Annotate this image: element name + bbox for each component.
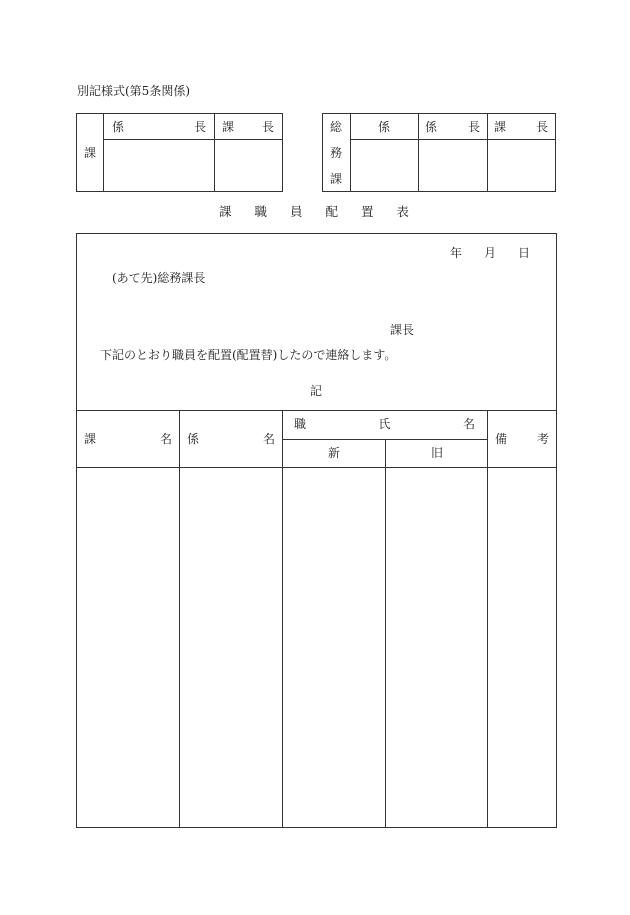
approval-left-kacho: 課 長	[222, 120, 274, 134]
approval-right-section-1: 総	[330, 120, 343, 134]
approval-right-kacho: 課 長	[494, 120, 548, 134]
ki-label: 記	[310, 384, 323, 398]
approval-left-section: 課	[84, 146, 97, 160]
form-frame	[76, 233, 557, 828]
addressee: (あて先)総務課長	[112, 271, 206, 285]
page-title: 課 職 員 配 置 表	[219, 204, 409, 219]
form-caption: 別記様式(第5条関係)	[77, 84, 190, 98]
approval-right-kakari: 係	[378, 120, 391, 134]
approval-right-section-3: 課	[330, 172, 343, 186]
approval-left-kakaricho: 係 長	[112, 120, 206, 134]
header-new: 新	[328, 446, 341, 460]
header-remarks: 備 考	[495, 432, 549, 446]
body-text: 下記のとおり職員を配置(配置替)したので連絡します。	[100, 348, 397, 362]
header-old: 旧	[431, 446, 444, 460]
header-section-name: 課 名	[84, 432, 172, 446]
approval-right-kakaricho: 係 長	[425, 120, 480, 134]
date-field: 年 月 日	[450, 246, 530, 260]
approval-right-section-2: 務	[330, 146, 343, 160]
header-staff-name: 職 氏 名	[294, 417, 475, 431]
header-subsection-name: 係 名	[187, 432, 275, 446]
sender: 課長	[390, 323, 415, 337]
